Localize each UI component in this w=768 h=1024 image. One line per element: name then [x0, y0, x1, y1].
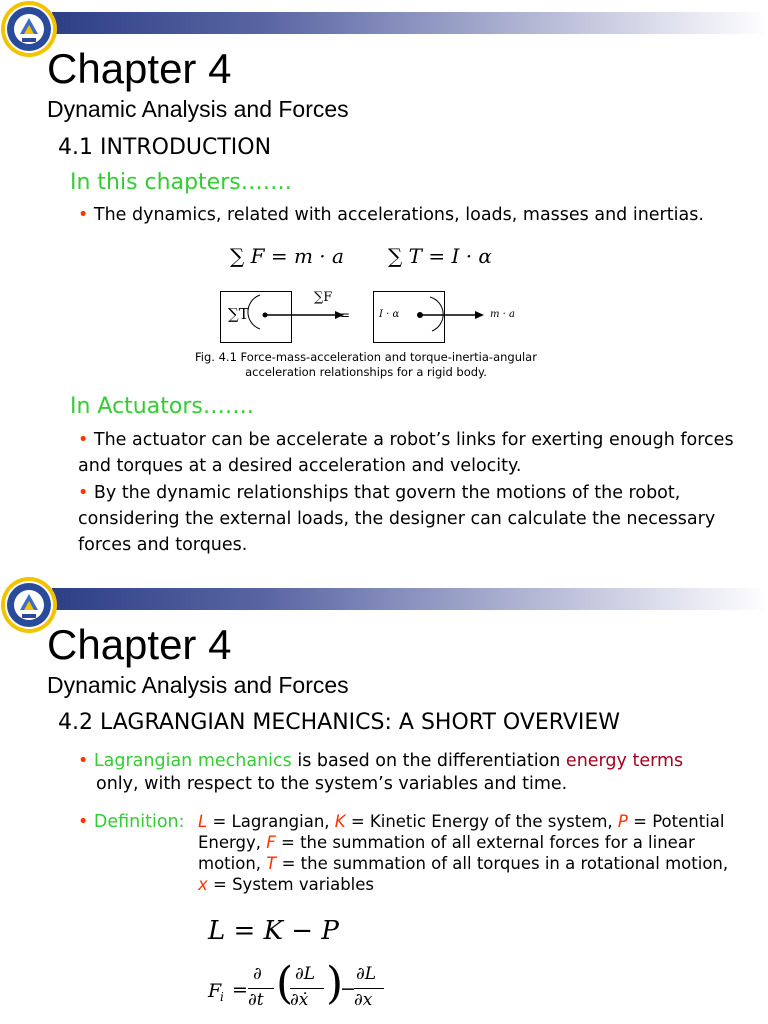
var-x: x [198, 875, 208, 894]
def-T-text: = the summation of all torques in a rotational motion, [276, 854, 729, 873]
section-heading: 4.2 LAGRANGIAN MECHANICS: A SHORT OVERVIEW [58, 710, 621, 735]
bullet-dynamics [78, 202, 758, 228]
eq-left-paren: ( [276, 958, 294, 1009]
eq-dL-2: ∂L [356, 964, 377, 984]
equation-lagrange-force [208, 958, 388, 1022]
equation-torque: ∑ T = I · α [388, 244, 492, 268]
lead-chapters: In this chapters……. [70, 170, 292, 195]
def-K-text: = Kinetic Energy of the system, [345, 812, 618, 831]
slide-2 [0, 576, 768, 1024]
fig-inertia-alpha: I · α [379, 309, 400, 320]
section-heading: 4.1 INTRODUCTION [58, 135, 272, 160]
term-lagrangian-mechanics: Lagrangian mechanics [93, 751, 292, 771]
chapter-subtitle: Dynamic Analysis and Forces [47, 672, 349, 698]
eq-dxdot: ∂ẋ [290, 990, 309, 1010]
bullet-dot-icon: • [78, 430, 94, 450]
def-x-text: = System variables [207, 875, 375, 894]
fig-mass-acceleration: m · a [490, 309, 515, 320]
bullet-dot-icon: • [78, 812, 94, 832]
bullet-text-cont: only, with respect to the system’s variables and time. [96, 774, 568, 794]
bullet-text: The dynamics, related with accelerations, loads, masses and inertias. [93, 205, 704, 225]
var-F: F [266, 833, 276, 852]
eq-fraction-bar [354, 988, 384, 989]
var-L: L [198, 812, 208, 831]
var-K: K [334, 812, 346, 831]
bullet-dot-icon: • [78, 751, 94, 771]
chapter-subtitle: Dynamic Analysis and Forces [47, 96, 349, 122]
eq-equals: = [232, 979, 248, 1001]
var-T: T [266, 854, 277, 873]
definition-label: Definition: [93, 812, 185, 832]
eq-fraction-bar [290, 988, 324, 989]
eq-right-paren: ) [326, 958, 344, 1009]
eq-F: F [208, 980, 222, 1002]
bullet-dynamic-relationships [78, 480, 738, 558]
fig-sum-torque: ∑T [228, 305, 249, 323]
eq-fraction-bar [248, 988, 274, 989]
chapter-title: Chapter 4 [47, 45, 232, 92]
bullet-dot-icon: • [78, 205, 94, 225]
fig-sum-force: ∑F [314, 290, 333, 305]
bullet-dot-icon: • [78, 483, 94, 503]
bullet-lagrangian [78, 750, 758, 796]
var-P: P [617, 812, 628, 831]
term-energy-terms: energy terms [565, 751, 684, 771]
eq-partial: ∂ [253, 964, 262, 984]
fig-equals: = [340, 308, 351, 322]
eq-minus: − [340, 978, 356, 1000]
definition-label-wrap [78, 811, 188, 833]
bullet-text: The actuator can be accelerate a robot’s links for exerting enough forces and torques at a desired acceleration and velocity. [78, 430, 734, 476]
lead-actuators: In Actuators……. [70, 394, 254, 419]
figure-caption: Fig. 4.1 Force-mass-acceleration and torque-inertia-angular acceleration relationships for a rigid body. [195, 350, 537, 379]
title-bar [52, 12, 768, 34]
def-L-text: = Lagrangian, [207, 812, 335, 831]
eq-dL: ∂L [295, 964, 316, 984]
eq-F-sub: i [220, 990, 224, 1004]
equation-force: ∑ F = m · a [230, 244, 344, 268]
definition-text [198, 811, 758, 895]
bullet-actuator [78, 427, 748, 479]
eq-dx: ∂x [354, 990, 373, 1010]
def-P-text: = Potential Energy, [198, 812, 725, 852]
bullet-text: By the dynamic relationships that govern the motions of the robot, considering the external loads, the designer can calculate the necessary forces and torques. [78, 483, 716, 555]
chapter-title: Chapter 4 [47, 621, 232, 668]
def-F-text: = the summation of all external forces for a linear motion, [198, 833, 695, 873]
title-bar [52, 588, 768, 610]
equation-lagrangian: L = K − P [208, 916, 339, 946]
bullet-text: is based on the differentiation [291, 751, 566, 771]
eq-dt: ∂t [248, 990, 264, 1010]
